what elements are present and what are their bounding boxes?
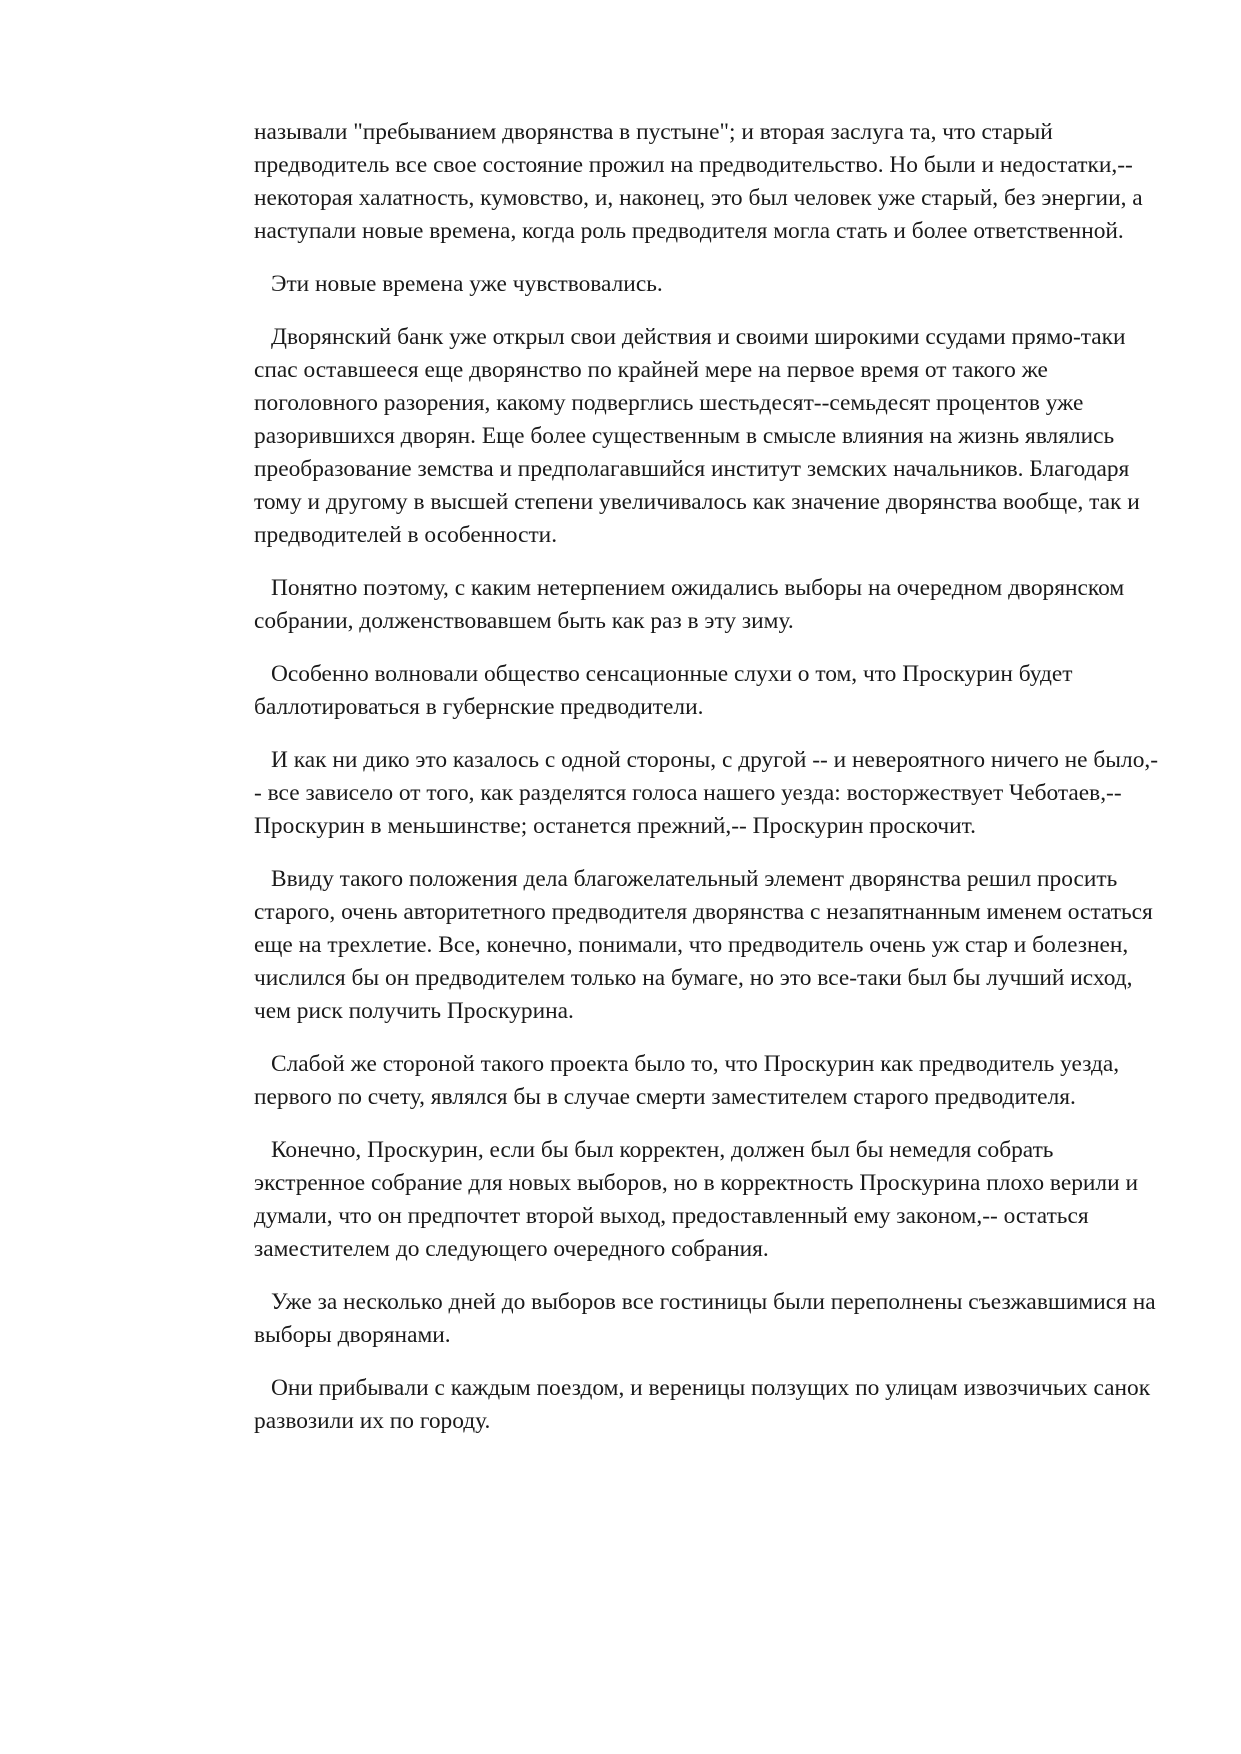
document-body: [254, 116, 1162, 1458]
paragraph: Ввиду такого положения дела благожелательный элемент дворянства решил просить старого, очень авторитетного предводителя дворянства с незапятнанным именем остаться еще на трехлетие. Все, конечно, понимали, что предводитель очень уж стар и болезнен, числился бы он предводителем только на бумаге, но это все-таки был бы лучший исход, чем риск получить Проскурина.: [254, 866, 1153, 1024]
paragraph: Эти новые времена уже чувствовались.: [271, 271, 663, 297]
paragraph: Понятно поэтому, с каким нетерпением ожидались выборы на очередном дворянском собрании, долженствовавшем быть как раз в эту зиму.: [254, 575, 1125, 634]
paragraph: Слабой же стороной такого проекта было то, что Проскурин как предводитель уезда, первого по счету, являлся бы в случае смерти заместителем старого предводителя.: [254, 1051, 1120, 1110]
paragraph: Особенно волновали общество сенсационные слухи о том, что Проскурин будет баллотироваться в губернские предводители.: [254, 661, 1073, 720]
paragraph: Конечно, Проскурин, если бы был корректен, должен был бы немедля собрать экстренное собрание для новых выборов, но в корректность Проскурина плохо верили и думали, что он предпочтет второй выход, предоставленный ему законом,-- остаться заместителем до следующего очередного собрания.: [254, 1137, 1138, 1262]
paragraph: Они прибывали с каждым поездом, и вереницы ползущих по улицам извозчичьих санок развозили их по городу.: [254, 1375, 1151, 1434]
paragraph: называли "пребыванием дворянства в пустыне"; и вторая заслуга та, что старый предводитель все свое состояние прожил на предводительство. Но были и недостатки,-- некоторая халатность, кумовство, и, наконец, это был человек уже старый, без энергии, а наступали новые времена, когда роль предводителя могла стать и более ответственной.: [254, 119, 1143, 244]
paragraph: И как ни дико это казалось с одной стороны, с другой -- и невероятного ничего не было,-- все зависело от того, как разделятся голоса нашего уезда: восторжествует Чеботаев,-- Проскурин в меньшинстве; останется прежний,-- Проскурин проскочит.: [254, 747, 1159, 839]
paragraph: Дворянский банк уже открыл свои действия и своими широкими ссудами прямо-таки спас оставшееся еще дворянство по крайней мере на первое время от такого же поголовного разорения, какому подверглись шестьдесят--семьдесят процентов уже разорившихся дворян. Еще более существенным в смысле влияния на жизнь являлись преобразование земства и предполагавшийся институт земских начальников. Благодаря тому и другому в высшей степени увеличивалось как значение дворянства вообще, так и предводителей в особенности.: [254, 324, 1140, 548]
paragraph: Уже за несколько дней до выборов все гостиницы были переполнены съезжавшимися на выборы дворянами.: [254, 1289, 1156, 1348]
